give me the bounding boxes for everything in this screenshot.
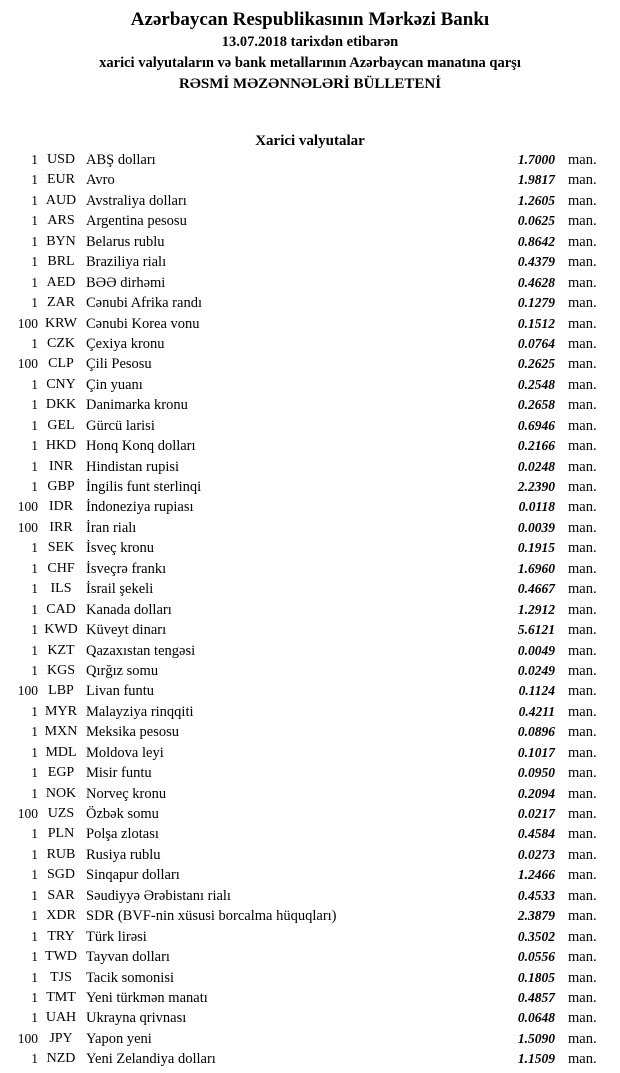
- currency-code-cell: CLP: [48, 356, 74, 372]
- currency-code-cell: SEK: [47, 540, 75, 556]
- unit-cell: man.: [568, 1030, 597, 1047]
- unit-cell: man.: [568, 969, 597, 986]
- unit-cell: man.: [568, 519, 597, 536]
- quantity-cell: 1: [31, 458, 38, 474]
- rate-value-cell: 0.0896: [517, 724, 555, 740]
- unit-cell: man.: [568, 315, 597, 332]
- currency-name-cell: Belarus rublu: [86, 233, 165, 250]
- quantity-cell: 1: [31, 846, 38, 862]
- currency-name-cell: İndoneziya rupiası: [86, 499, 194, 516]
- currency-code-cell: AED: [46, 274, 76, 290]
- rate-row: [0, 334, 620, 354]
- rate-row: [0, 1029, 620, 1049]
- quantity-cell: 100: [17, 806, 38, 821]
- quantity-cell: 1: [31, 826, 38, 842]
- rate-value-cell: 0.0049: [517, 642, 555, 658]
- rate-row: [0, 375, 620, 395]
- unit-cell: man.: [568, 642, 597, 659]
- currency-code-cell: EUR: [47, 172, 75, 188]
- currency-name-cell: Tacik somonisi: [86, 969, 174, 986]
- quantity-cell: 100: [17, 356, 38, 372]
- quantity-cell: 1: [31, 703, 38, 719]
- currency-code-cell: TWD: [45, 949, 77, 965]
- currency-name-cell: Cənubi Korea vonu: [86, 315, 200, 332]
- quantity-cell: 1: [31, 908, 38, 924]
- rate-value-cell: 0.8642: [517, 233, 555, 249]
- rate-row: [0, 354, 620, 374]
- rate-value-cell: 0.1124: [518, 683, 555, 699]
- rate-value-cell: 0.0039: [517, 519, 555, 535]
- quantity-cell: 1: [31, 785, 38, 801]
- unit-cell: man.: [568, 233, 597, 250]
- rate-value-cell: 1.2912: [517, 601, 555, 617]
- rate-row: [0, 804, 620, 824]
- rate-row: [0, 681, 620, 701]
- unit-cell: man.: [568, 949, 597, 966]
- unit-cell: man.: [568, 989, 597, 1006]
- quantity-cell: 1: [31, 152, 38, 167]
- currency-code-cell: CAD: [46, 601, 76, 617]
- currency-name-cell: Qazaxıstan tengəsi: [86, 642, 196, 659]
- rate-row: [0, 211, 620, 231]
- currency-code-cell: KZT: [47, 642, 75, 658]
- currency-code-cell: UZS: [47, 806, 75, 821]
- rate-row: [0, 252, 620, 272]
- rate-row: [0, 906, 620, 926]
- unit-cell: man.: [568, 479, 597, 495]
- unit-cell: man.: [568, 806, 597, 822]
- currency-code-cell: MXN: [44, 724, 78, 740]
- currency-name-cell: BƏƏ dirhəmi: [86, 274, 166, 291]
- rates-table: [0, 150, 620, 1070]
- rate-row: [0, 314, 620, 334]
- currency-name-cell: Qırğız somu: [86, 662, 159, 679]
- unit-cell: man.: [568, 744, 597, 761]
- currency-code-cell: CNY: [46, 376, 76, 392]
- currency-name-cell: Küveyt dinarı: [86, 622, 167, 639]
- currency-code-cell: ARS: [47, 213, 75, 229]
- unit-cell: man.: [568, 867, 597, 884]
- currency-name-cell: Yapon yeni: [86, 1030, 152, 1047]
- quantity-cell: 1: [31, 622, 38, 638]
- unit-cell: man.: [568, 438, 597, 455]
- currency-name-cell: Braziliya rialı: [86, 254, 167, 271]
- currency-code-cell: MYR: [45, 703, 77, 719]
- rate-row: [0, 641, 620, 661]
- rate-value-cell: 0.3502: [517, 928, 555, 944]
- currency-code-cell: IRR: [49, 519, 73, 535]
- unit-cell: man.: [568, 152, 597, 168]
- currency-code-cell: SGD: [46, 867, 75, 883]
- rate-row: [0, 886, 620, 906]
- rate-value-cell: 0.4533: [517, 887, 555, 903]
- rate-row: [0, 968, 620, 988]
- unit-cell: man.: [568, 192, 597, 209]
- rate-row: [0, 722, 620, 742]
- currency-code-cell: TRY: [47, 928, 75, 944]
- quantity-cell: 1: [31, 581, 38, 597]
- quantity-cell: 1: [31, 765, 38, 781]
- rate-value-cell: 0.1279: [517, 295, 555, 311]
- rate-value-cell: 0.0217: [517, 806, 555, 821]
- rate-row: [0, 784, 620, 804]
- currency-code-cell: TJS: [50, 969, 72, 985]
- section-title-foreign-currencies: Xarici valyutalar: [255, 133, 365, 149]
- quantity-cell: 1: [31, 867, 38, 883]
- rate-row: [0, 538, 620, 558]
- currency-name-cell: İngilis funt sterlinqi: [86, 479, 202, 495]
- rate-row: [0, 191, 620, 211]
- rate-value-cell: 1.7000: [517, 152, 555, 167]
- rate-row: [0, 579, 620, 599]
- unit-cell: man.: [568, 356, 597, 373]
- quantity-cell: 1: [31, 724, 38, 740]
- quantity-cell: 1: [31, 560, 38, 576]
- unit-cell: man.: [568, 601, 597, 618]
- unit-cell: man.: [568, 1010, 597, 1027]
- unit-cell: man.: [568, 785, 597, 802]
- rate-row: [0, 1049, 620, 1069]
- quantity-cell: 1: [31, 662, 38, 678]
- currency-code-cell: MDL: [45, 744, 77, 760]
- rate-value-cell: 0.0248: [517, 458, 555, 474]
- currency-code-cell: NOK: [45, 785, 77, 801]
- unit-cell: man.: [568, 540, 597, 557]
- currency-code-cell: USD: [46, 152, 75, 167]
- unit-cell: man.: [568, 213, 597, 230]
- currency-name-cell: Malayziya rinqqiti: [86, 703, 194, 720]
- rate-value-cell: 0.0273: [517, 846, 555, 862]
- rate-row: [0, 150, 620, 170]
- rate-value-cell: 0.2166: [517, 438, 555, 454]
- rate-value-cell: 0.2548: [517, 376, 555, 392]
- effective-date-line: 13.07.2018 tarixdən etibarən: [221, 34, 399, 50]
- quantity-cell: 1: [31, 438, 38, 454]
- rate-value-cell: 1.1509: [517, 1051, 555, 1067]
- currency-code-cell: DKK: [45, 397, 77, 413]
- rate-row: [0, 273, 620, 293]
- currency-code-cell: PLN: [47, 826, 75, 842]
- unit-cell: man.: [568, 397, 597, 414]
- unit-cell: man.: [568, 295, 597, 312]
- currency-name-cell: Avro: [86, 172, 115, 189]
- currency-name-cell: Səudiyyə Ərəbistanı rialı: [86, 887, 231, 904]
- rate-row: [0, 170, 620, 190]
- rate-value-cell: 0.4379: [517, 254, 555, 270]
- currency-code-cell: BYN: [46, 233, 76, 249]
- currency-code-cell: IDR: [48, 499, 74, 515]
- currency-name-cell: Özbək somu: [86, 806, 159, 822]
- quantity-cell: 1: [31, 335, 38, 351]
- unit-cell: man.: [568, 254, 597, 271]
- unit-cell: man.: [568, 417, 597, 434]
- rate-value-cell: 1.2466: [517, 867, 555, 883]
- bulletin-title: RƏSMİ MƏZƏNNƏLƏRİ BÜLLETENİ: [178, 76, 442, 92]
- quantity-cell: 100: [17, 1030, 38, 1046]
- rate-value-cell: 5.6121: [517, 622, 555, 638]
- rate-row: [0, 293, 620, 313]
- rate-row: [0, 416, 620, 436]
- quantity-cell: 1: [31, 949, 38, 965]
- rate-value-cell: 0.4628: [517, 274, 555, 290]
- rate-row: [0, 988, 620, 1008]
- rate-value-cell: 0.1805: [517, 969, 555, 985]
- currency-name-cell: Moldova leyi: [86, 744, 164, 761]
- rate-row: [0, 436, 620, 456]
- quantity-cell: 1: [31, 744, 38, 760]
- rate-value-cell: 2.2390: [517, 479, 555, 494]
- unit-cell: man.: [568, 683, 597, 700]
- rate-value-cell: 0.0625: [517, 213, 555, 229]
- unit-cell: man.: [568, 703, 597, 720]
- currency-code-cell: LBP: [48, 683, 74, 699]
- currency-code-cell: KRW: [45, 315, 77, 331]
- rate-value-cell: 0.0648: [517, 1010, 555, 1026]
- quantity-cell: 1: [31, 274, 38, 290]
- quantity-cell: 1: [31, 397, 38, 413]
- unit-cell: man.: [568, 887, 597, 904]
- currency-name-cell: İsveçrə frankı: [86, 560, 167, 577]
- rate-value-cell: 0.1915: [517, 540, 555, 556]
- currency-name-cell: Danimarka kronu: [86, 397, 188, 414]
- unit-cell: man.: [568, 274, 597, 291]
- currency-name-cell: Ukrayna qrivnası: [86, 1010, 187, 1027]
- quantity-cell: 100: [17, 683, 38, 699]
- currency-code-cell: INR: [48, 458, 74, 474]
- currency-name-cell: Yeni Zelandiya dolları: [86, 1051, 216, 1068]
- currency-code-cell: XDR: [46, 908, 76, 924]
- rate-value-cell: 2.3879: [517, 908, 555, 924]
- bulletin-subtitle: xarici valyutaların və bank metallarının Azərbaycan manatına qarşı: [99, 55, 521, 71]
- rate-row: [0, 457, 620, 477]
- rate-value-cell: 0.4584: [517, 826, 555, 842]
- quantity-cell: 1: [31, 417, 38, 433]
- currency-code-cell: SAR: [47, 887, 75, 903]
- rate-row: [0, 1008, 620, 1028]
- quantity-cell: 1: [31, 192, 38, 208]
- quantity-cell: 1: [31, 1051, 38, 1067]
- currency-code-cell: CHF: [47, 560, 75, 576]
- quantity-cell: 100: [17, 519, 38, 535]
- quantity-cell: 1: [31, 233, 38, 249]
- unit-cell: man.: [568, 499, 597, 516]
- currency-name-cell: Tayvan dolları: [86, 949, 170, 966]
- rate-row: [0, 620, 620, 640]
- bank-name-title: Azərbaycan Respublikasının Mərkəzi Bankı: [130, 9, 490, 30]
- rate-value-cell: 0.1017: [517, 744, 555, 760]
- rate-row: [0, 763, 620, 783]
- unit-cell: man.: [568, 928, 597, 945]
- rate-row: [0, 702, 620, 722]
- quantity-cell: 1: [31, 642, 38, 658]
- unit-cell: man.: [568, 622, 597, 639]
- quantity-cell: 1: [31, 928, 38, 944]
- currency-name-cell: Avstraliya dolları: [86, 192, 187, 209]
- currency-code-cell: BRL: [47, 254, 75, 270]
- rate-value-cell: 0.2658: [517, 397, 555, 413]
- quantity-cell: 1: [31, 295, 38, 311]
- quantity-cell: 1: [31, 213, 38, 229]
- rate-value-cell: 0.6946: [517, 417, 555, 433]
- quantity-cell: 1: [31, 376, 38, 392]
- rate-value-cell: 0.4667: [517, 581, 555, 597]
- currency-code-cell: ZAR: [47, 295, 75, 311]
- quantity-cell: 1: [31, 887, 38, 903]
- currency-name-cell: Polşa zlotası: [86, 826, 159, 843]
- currency-name-cell: Yeni türkmən manatı: [86, 989, 208, 1006]
- currency-code-cell: EGP: [47, 765, 75, 781]
- unit-cell: man.: [568, 560, 597, 577]
- unit-cell: man.: [568, 765, 597, 782]
- currency-name-cell: İsveç kronu: [86, 540, 155, 557]
- rate-value-cell: 0.0950: [517, 765, 555, 781]
- currency-code-cell: JPY: [49, 1030, 73, 1046]
- unit-cell: man.: [568, 1051, 597, 1068]
- quantity-cell: 100: [17, 315, 38, 331]
- rate-row: [0, 661, 620, 681]
- rate-value-cell: 0.2625: [517, 356, 555, 372]
- rate-row: [0, 497, 620, 517]
- currency-code-cell: ILS: [50, 581, 72, 597]
- bulletin-header: [0, 0, 620, 95]
- rate-value-cell: 1.9817: [517, 172, 555, 188]
- rate-row: [0, 865, 620, 885]
- currency-code-cell: KWD: [44, 622, 78, 638]
- rate-value-cell: 0.1512: [517, 315, 555, 331]
- currency-code-cell: AUD: [45, 192, 77, 208]
- rate-row: [0, 947, 620, 967]
- currency-name-cell: Livan funtu: [86, 683, 155, 700]
- currency-name-cell: Sinqapur dolları: [86, 867, 180, 884]
- unit-cell: man.: [568, 458, 597, 475]
- rate-value-cell: 0.4211: [518, 703, 555, 719]
- rate-row: [0, 518, 620, 538]
- currency-name-cell: SDR (BVF-nin xüsusi borcalma hüquqları): [86, 908, 337, 925]
- rate-value-cell: 0.0249: [517, 662, 555, 678]
- currency-name-cell: Gürcü larisi: [86, 417, 155, 434]
- quantity-cell: 1: [31, 1010, 38, 1026]
- unit-cell: man.: [568, 908, 597, 925]
- rate-value-cell: 0.0556: [517, 949, 555, 965]
- rate-value-cell: 0.4857: [517, 989, 555, 1005]
- currency-name-cell: Çexiya kronu: [86, 335, 165, 352]
- currency-name-cell: Honq Konq dolları: [86, 438, 196, 455]
- currency-name-cell: Çin yuanı: [86, 376, 143, 393]
- currency-code-cell: GEL: [47, 417, 75, 433]
- quantity-cell: 1: [31, 172, 38, 188]
- quantity-cell: 1: [31, 969, 38, 985]
- quantity-cell: 1: [31, 254, 38, 270]
- unit-cell: man.: [568, 581, 597, 598]
- currency-code-cell: CZK: [47, 335, 75, 351]
- rate-value-cell: 0.0764: [517, 335, 555, 351]
- rate-row: [0, 824, 620, 844]
- rate-row: [0, 743, 620, 763]
- currency-name-cell: Meksika pesosu: [86, 724, 180, 741]
- rate-row: [0, 927, 620, 947]
- currency-name-cell: Çili Pesosu: [86, 356, 152, 373]
- currency-code-cell: TMT: [46, 989, 76, 1005]
- currency-name-cell: Norveç kronu: [86, 785, 167, 802]
- currency-code-cell: GBP: [47, 479, 75, 494]
- currency-code-cell: NZD: [46, 1051, 76, 1067]
- rate-row: [0, 600, 620, 620]
- currency-name-cell: İran rialı: [86, 519, 137, 536]
- rate-value-cell: 0.0118: [518, 499, 555, 515]
- unit-cell: man.: [568, 662, 597, 679]
- currency-name-cell: Argentina pesosu: [86, 213, 187, 230]
- unit-cell: man.: [568, 376, 597, 393]
- unit-cell: man.: [568, 826, 597, 843]
- quantity-cell: 100: [17, 499, 38, 515]
- unit-cell: man.: [568, 724, 597, 741]
- quantity-cell: 1: [31, 540, 38, 556]
- quantity-cell: 1: [31, 989, 38, 1005]
- currency-code-cell: UAH: [45, 1010, 77, 1026]
- currency-name-cell: Misir funtu: [86, 765, 152, 782]
- unit-cell: man.: [568, 335, 597, 352]
- currency-name-cell: Rusiya rublu: [86, 846, 161, 863]
- rate-row: [0, 559, 620, 579]
- currency-name-cell: İsrail şekeli: [86, 581, 154, 598]
- rate-value-cell: 1.5090: [517, 1030, 555, 1046]
- currency-name-cell: Hindistan rupisi: [86, 458, 180, 475]
- rate-row: [0, 232, 620, 252]
- currency-name-cell: Türk lirəsi: [86, 928, 147, 945]
- rate-value-cell: 1.2605: [517, 192, 555, 208]
- currency-code-cell: RUB: [46, 846, 76, 862]
- rate-row: [0, 477, 620, 497]
- currency-code-cell: HKD: [45, 438, 77, 454]
- unit-cell: man.: [568, 172, 597, 189]
- rate-value-cell: 1.6960: [517, 560, 555, 576]
- unit-cell: man.: [568, 846, 597, 863]
- rate-row: [0, 845, 620, 865]
- quantity-cell: 1: [31, 601, 38, 617]
- currency-name-cell: Cənubi Afrika randı: [86, 295, 202, 312]
- rate-value-cell: 0.2094: [517, 785, 555, 801]
- rate-row: [0, 395, 620, 415]
- currency-name-cell: Kanada dolları: [86, 601, 172, 618]
- currency-name-cell: ABŞ dolları: [86, 152, 156, 168]
- currency-code-cell: KGS: [46, 662, 75, 678]
- quantity-cell: 1: [31, 479, 38, 494]
